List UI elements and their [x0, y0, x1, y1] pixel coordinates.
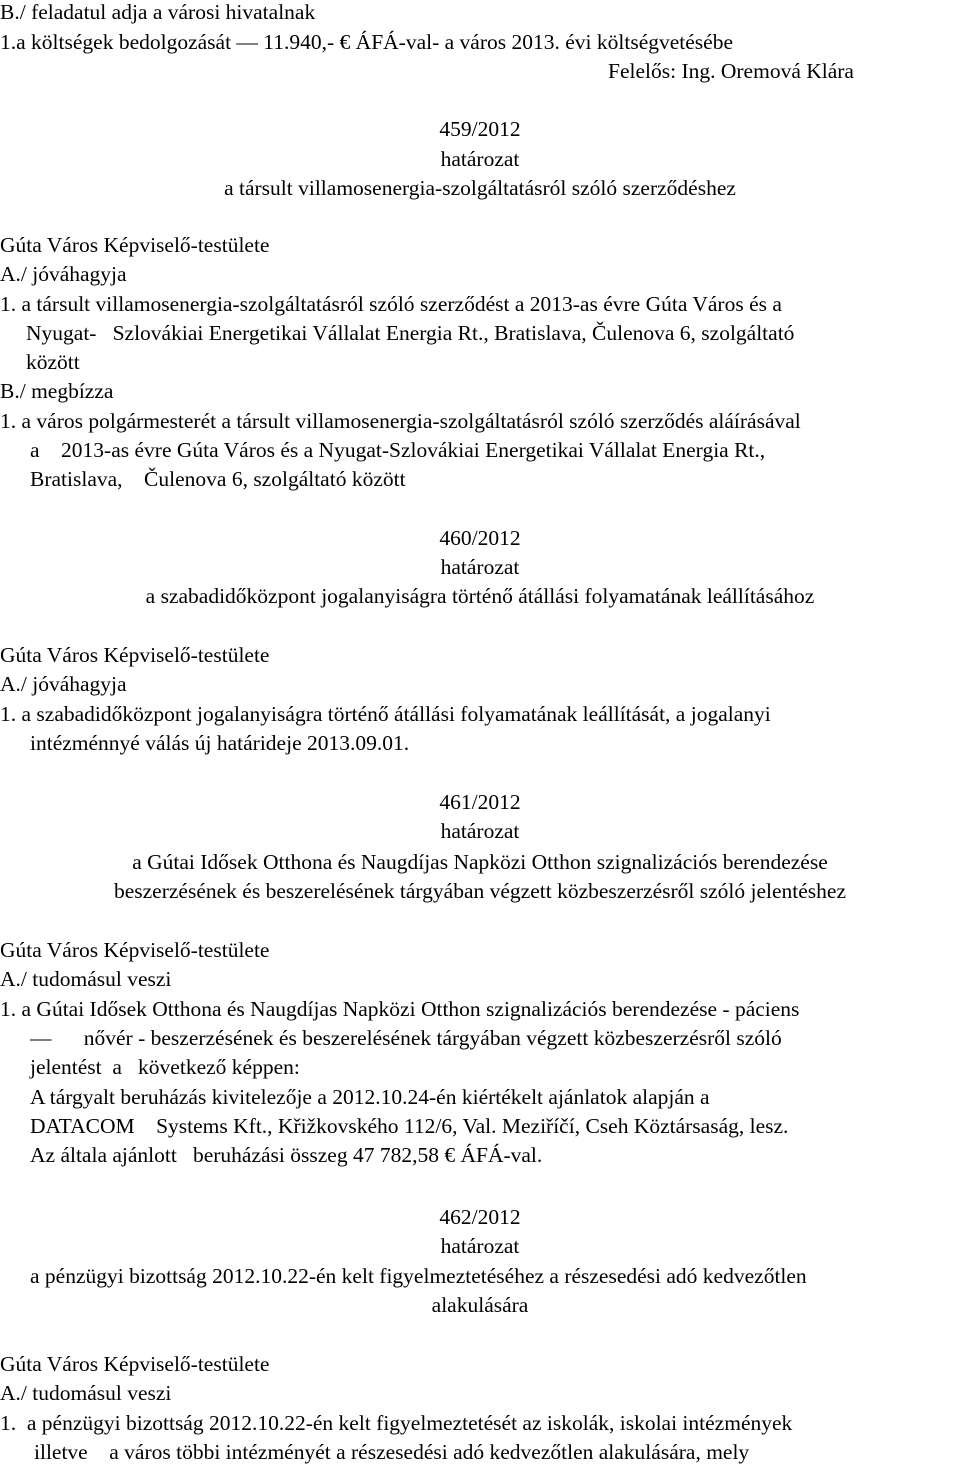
- resolution-number: 462/2012: [439, 1205, 521, 1229]
- section-a-item-line: intézménnyé válás új határideje 2013.09.01.: [30, 731, 410, 755]
- resolution-kind: határozat: [440, 555, 520, 579]
- section-b-item-line: a 2013-as évre Gúta Város és a Nyugat-Szlovákiai Energetikai Vállalat Energia Rt.,: [30, 438, 766, 462]
- section-a-label: A./ tudomásul veszi: [0, 1381, 172, 1405]
- b-task-item: 1.a költségek bedolgozását — 11.940,- € ÁFÁ-val- a város 2013. évi költségvetésébe: [0, 30, 734, 54]
- section-a-item-line: között: [26, 350, 80, 374]
- section-a-item-line: 1. a Gútai Idősek Otthona és Naugdíjas Napközi Otthon szignalizációs berendezése - páciens: [0, 997, 800, 1021]
- section-a-item-line: 1. a pénzügyi bizottság 2012.10.22-én kelt figyelmeztetését az iskolák, iskolai intézmények: [0, 1411, 793, 1435]
- section-b-item-line: Bratislava, Čulenova 6, szolgáltató között: [30, 467, 406, 491]
- council-name: Gúta Város Képviselő-testülete: [0, 938, 270, 962]
- council-name: Gúta Város Képviselő-testülete: [0, 643, 270, 667]
- section-b-label: B./ megbízza: [0, 379, 114, 403]
- section-a-item-line: illetve a város többi intézményét a részesedési adó kedvezőtlen alakulására, mely: [34, 1440, 750, 1464]
- resolution-number: 459/2012: [439, 117, 521, 141]
- council-name: Gúta Város Képviselő-testülete: [0, 1352, 270, 1376]
- resolution-kind: határozat: [440, 147, 520, 171]
- section-a-item-line: Az általa ajánlott beruházási összeg 47 782,58 € ÁFÁ-val.: [30, 1143, 543, 1167]
- section-a-label: A./ jóváhagyja: [0, 262, 127, 286]
- section-b-item-line: 1. a város polgármesterét a társult villamosenergia-szolgáltatásról szóló szerződés aláírásával: [0, 409, 801, 433]
- b-task-heading: B./ feladatul adja a városi hivatalnak: [0, 0, 316, 24]
- responsible-person: Felelős: Ing. Oremová Klára: [608, 59, 854, 83]
- section-a-item-line: 1. a társult villamosenergia-szolgáltatásról szóló szerződést a 2013-as évre Gúta Város és a: [0, 292, 782, 316]
- section-a-label: A./ tudomásul veszi: [0, 967, 172, 991]
- section-a-item-line: DATACOM Systems Kft., Křižkovského 112/6, Val. Meziříčí, Cseh Köztársaság, lesz.: [30, 1114, 789, 1138]
- resolution-subject-line: a Gútai Idősek Otthona és Naugdíjas Napközi Otthon szignalizációs berendezése: [132, 850, 828, 874]
- resolution-subject-line: beszerzésének és beszerelésének tárgyában végzett közbeszerzésről szóló jelentéshez: [113, 879, 846, 903]
- council-name: Gúta Város Képviselő-testülete: [0, 233, 270, 257]
- resolution-subject-line: a pénzügyi bizottság 2012.10.22-én kelt figyelmeztetéséhez a részesedési adó kedvezőtlen: [30, 1264, 807, 1288]
- section-a-item-line: — nővér - beszerzésének és beszerelésének tárgyában végzett közbeszerzésről szóló: [30, 1026, 782, 1050]
- resolution-kind: határozat: [440, 1234, 520, 1258]
- resolution-subject: a szabadidőközpont jogalanyiságra történő átállási folyamatának leállításához: [145, 584, 815, 608]
- resolution-number: 460/2012: [439, 526, 521, 550]
- section-a-label: A./ jóváhagyja: [0, 672, 127, 696]
- resolution-subject-line: alakulására: [431, 1293, 529, 1317]
- section-a-item-line: 1. a szabadidőközpont jogalanyiságra történő átállási folyamatának leállítását, a jogalanyi: [0, 702, 771, 726]
- resolution-number: 461/2012: [439, 790, 521, 814]
- section-a-item-line: jelentést a következő képpen:: [30, 1055, 300, 1079]
- section-a-item-line: Nyugat- Szlovákiai Energetikai Vállalat Energia Rt., Bratislava, Čulenova 6, szolgáltató: [26, 321, 795, 345]
- resolution-subject: a társult villamosenergia-szolgáltatásról szóló szerződéshez: [224, 176, 736, 200]
- resolution-kind: határozat: [440, 819, 520, 843]
- section-a-item-line: A tárgyalt beruházás kivitelezője a 2012.10.24-én kiértékelt ajánlatok alapján a: [30, 1085, 710, 1109]
